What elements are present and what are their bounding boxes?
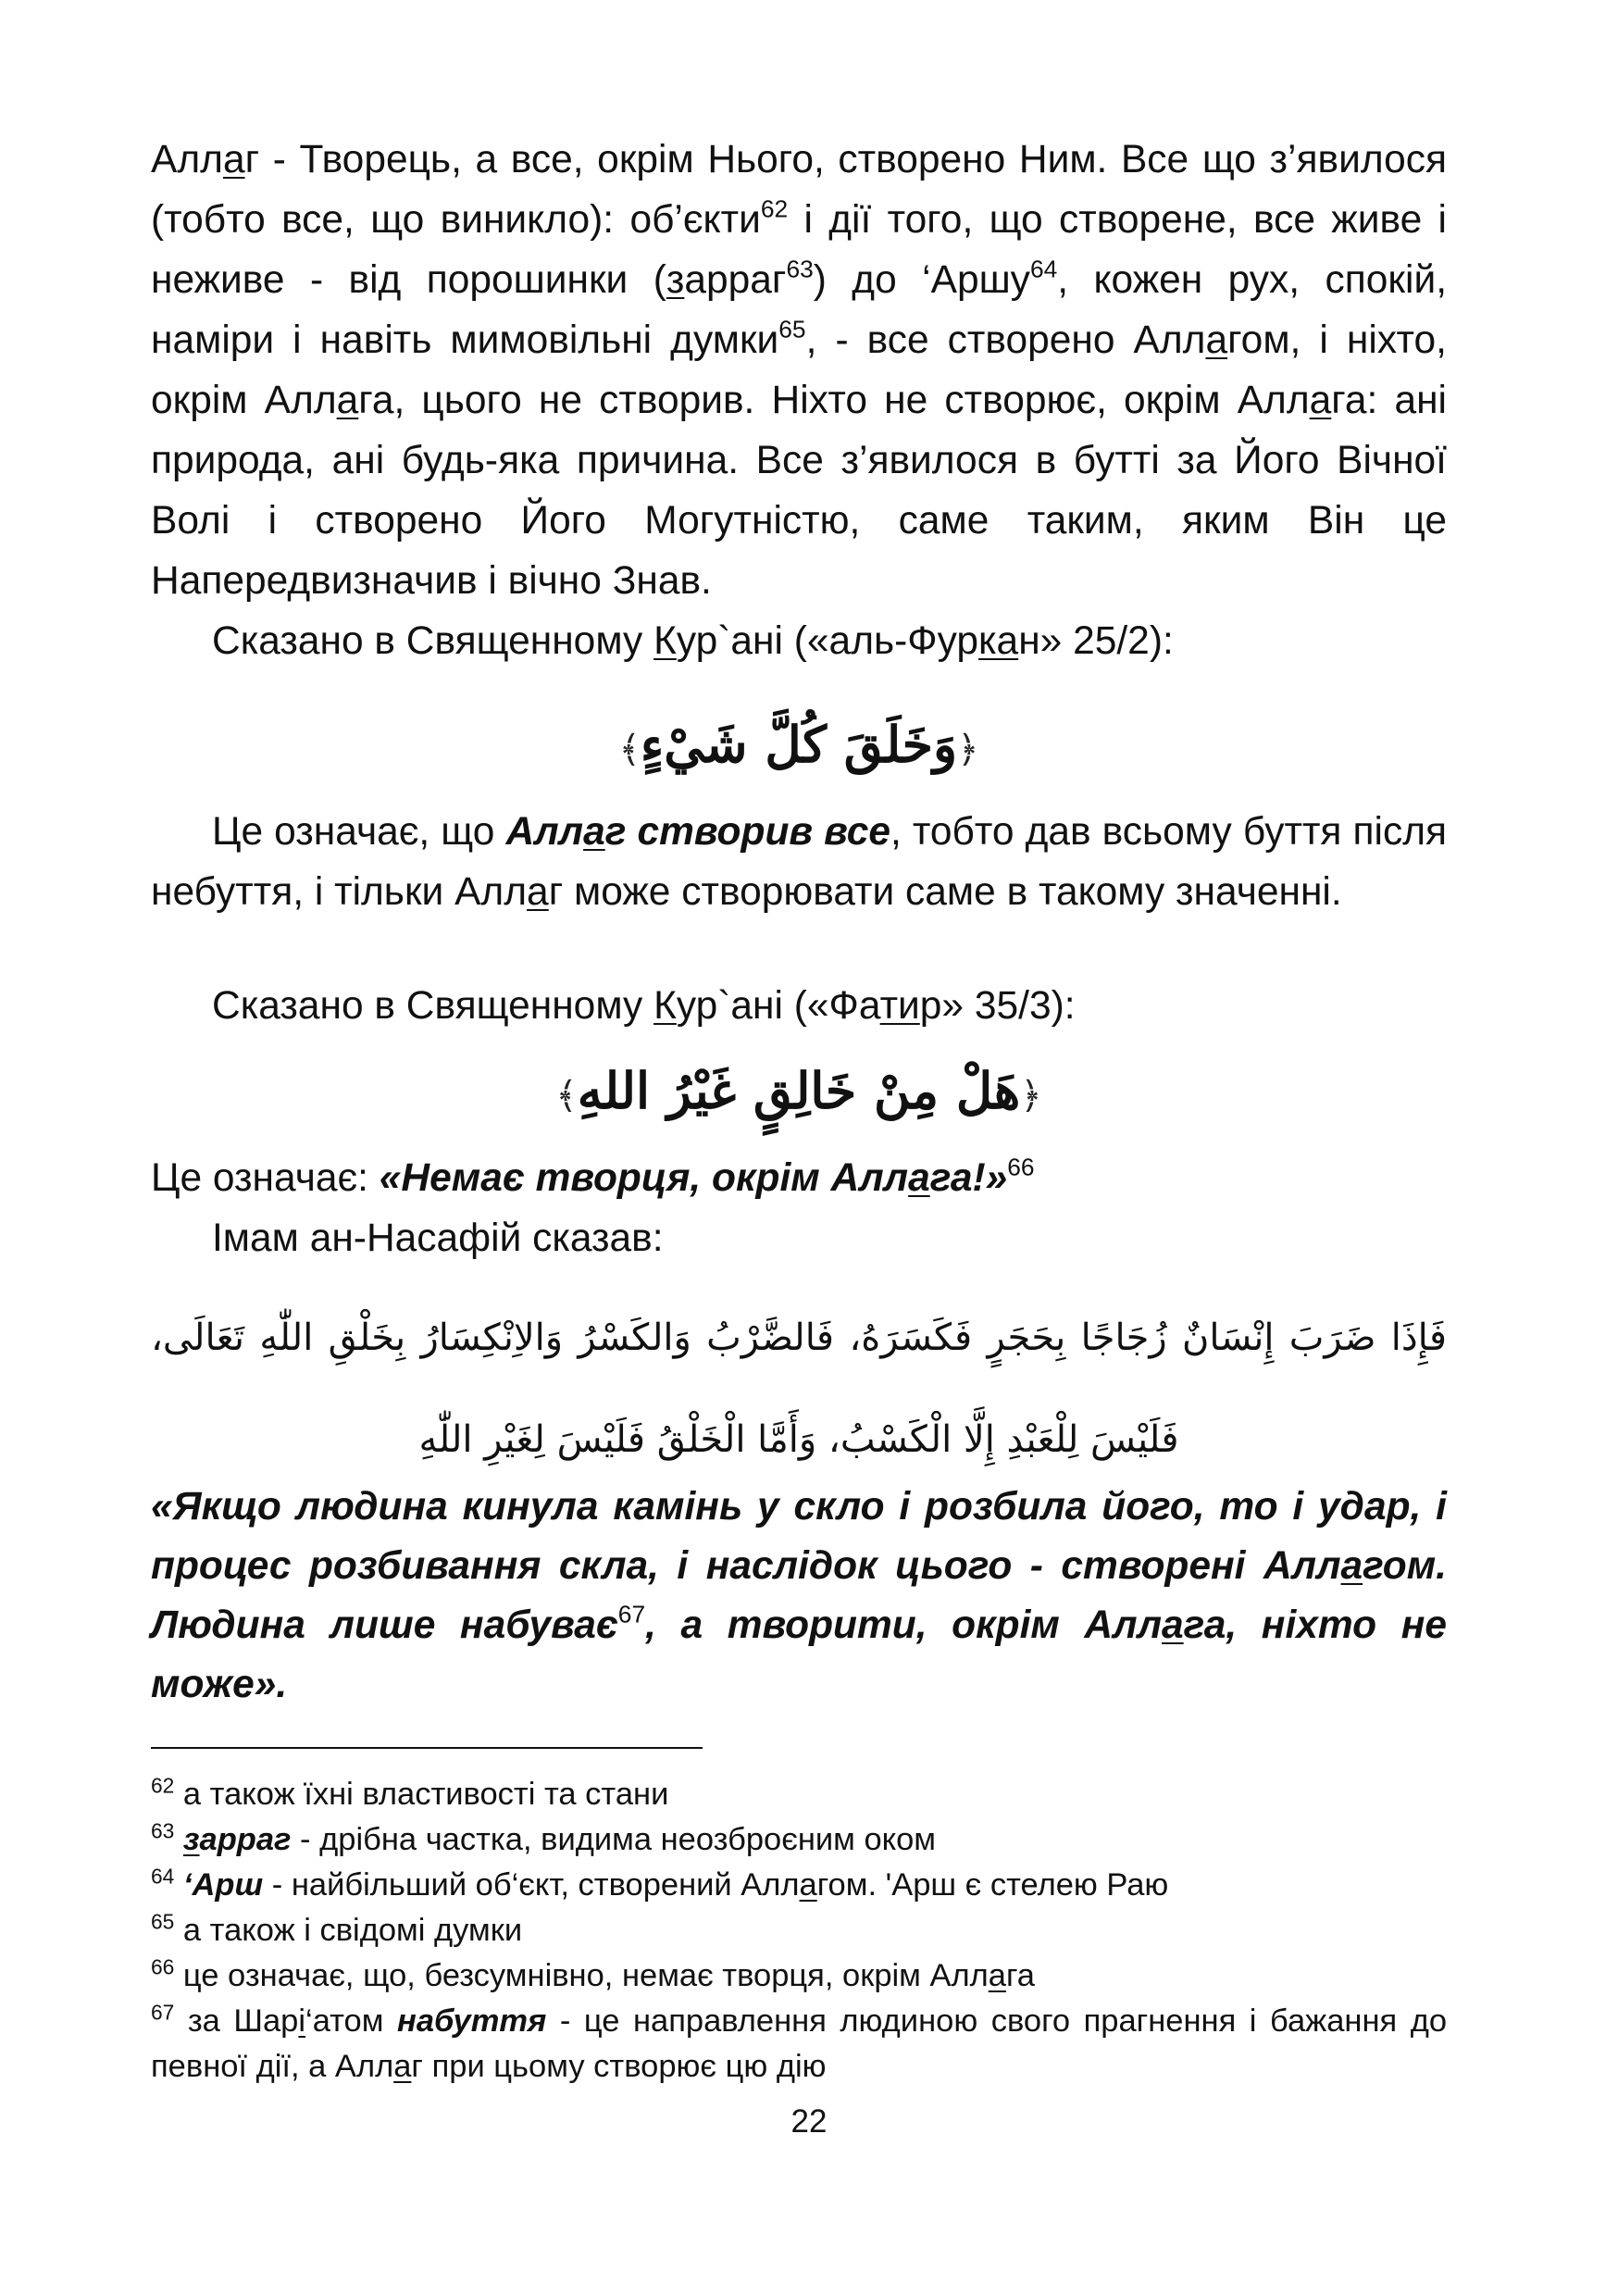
quote-intro-1: Сказано в Священному Кур`ані («аль-Фуркан» 25/2):: [212, 619, 1174, 663]
ornament-open-icon: ﴿: [1020, 1075, 1042, 1117]
footnote-ref-65: 65: [778, 315, 806, 343]
ayah-1: ﴿وَخَلَقَ كُلَّ شَيْءٍ﴾: [618, 715, 979, 774]
footnote-66: $^{66}$ це означає, що, безсумнівно, немає творця, окрім Аллага: [151, 1954, 1035, 1993]
ornament-close-icon: ﴾: [555, 1075, 578, 1117]
paragraph-1: Аллаг - Творець, а все, окрім Нього, створено Ним. Все що з’явилося (тобто все, що виникло): об’єкти$^{62}$ і дії того, що створене, все живе і неживе - від порошинки (зарраг$^{63}$) до ‘Аршу$^{64}$, кожен рух, спокій, наміри і навіть мимовільні думки$^{65}$, - все створено Аллагом, і ніхто, окрім Аллага, цього не створив. Ніхто не створює, окрім Аллага: ані природа, ані будь-яка причина. Все з’явилося в бутті за Його Вічної Волі і створено Його Могутністю, саме таким, яким Він це Напередвизначив і вічно Знав.: [151, 138, 1448, 603]
footnote-67: $^{67}$ за Шарі‘атом набуття - це направлення людиною свого прагнення і бажання до певної дії, а Аллаг при цьому створює цю дію: [151, 2000, 1448, 2084]
page-number: 22: [790, 2103, 828, 2140]
ornament-open-icon: ﴿: [957, 729, 979, 771]
footnote-ref-66: 66: [1007, 1153, 1035, 1181]
quote-translation: «Якщо людина кинула камінь у скло і розбила його, то і удар, і процес розбивання скла, і наслідок цього - створені Аллагом. Людина лише набуває$^{67}$, а творити, окрім Аллага, ніхто не може».: [151, 1485, 1447, 1706]
footnote-ref-67: 67: [617, 1600, 646, 1628]
quote-intro-2: Сказано в Священному Кур`ані («Фатир» 35/3):: [212, 984, 1076, 1028]
footnote-65: $^{65}$ а також і свідомі думки: [151, 1909, 523, 1948]
footnote-62: $^{62}$ а також їхні властивості та стани: [151, 1773, 669, 1812]
meaning-block: [151, 1148, 1447, 1268]
ayah-2: ﴿هَلْ مِنْ خَالِقٍ غَيْرُ اللهِ﴾: [555, 1061, 1042, 1120]
ornament-close-icon: ﴾: [618, 729, 641, 771]
imam-intro: Імам ан-Насафій сказав:: [212, 1217, 664, 1260]
footnote-separator: [151, 1747, 703, 1749]
main-text: [151, 130, 1447, 671]
quote-intro-2-block: [151, 976, 1447, 1036]
arabic-quote: فَإِذَا ضَرَبَ إِنْسَانٌ زُجَاجًا بِحَجَرٍ فَكَسَرَهُ، فَالضَّرْبُ وَالكَسْرُ وَالاِنْكِسَارُ بِخَلْقِ اللّٰهِ تَعَالَى، فَلَيْسَ لِلْعَبْدِ إِلَّا الْكَسْبُ، وَأَمَّا الْخَلْقُ فَلَيْسَ لِغَيْرِ اللّٰهِ: [151, 1316, 1447, 1461]
footnote-ref-63: 63: [786, 255, 814, 283]
footnotes: [151, 1772, 1447, 2090]
paragraph-2: Це означає, що Аллаг створив все, тобто дав всьому буття після небуття, і тільки Аллаг може створювати саме в такому значенні.: [151, 810, 1448, 914]
meaning-line: Це означає: «Немає творця, окрім Аллага!»$^{66}$: [151, 1153, 1035, 1200]
paragraph-2-block: [151, 802, 1447, 922]
footnote-64: $^{64}$ ‘Арш - найбільший об‘єкт, створений Аллагом. 'Арш є стелею Раю: [151, 1864, 1169, 1903]
footnote-ref-64: 64: [1029, 255, 1058, 283]
footnote-63: $^{63}$ зарраг - дрібна частка, видима неозброєним оком: [151, 1818, 937, 1857]
footnote-ref-62: 62: [760, 194, 789, 223]
